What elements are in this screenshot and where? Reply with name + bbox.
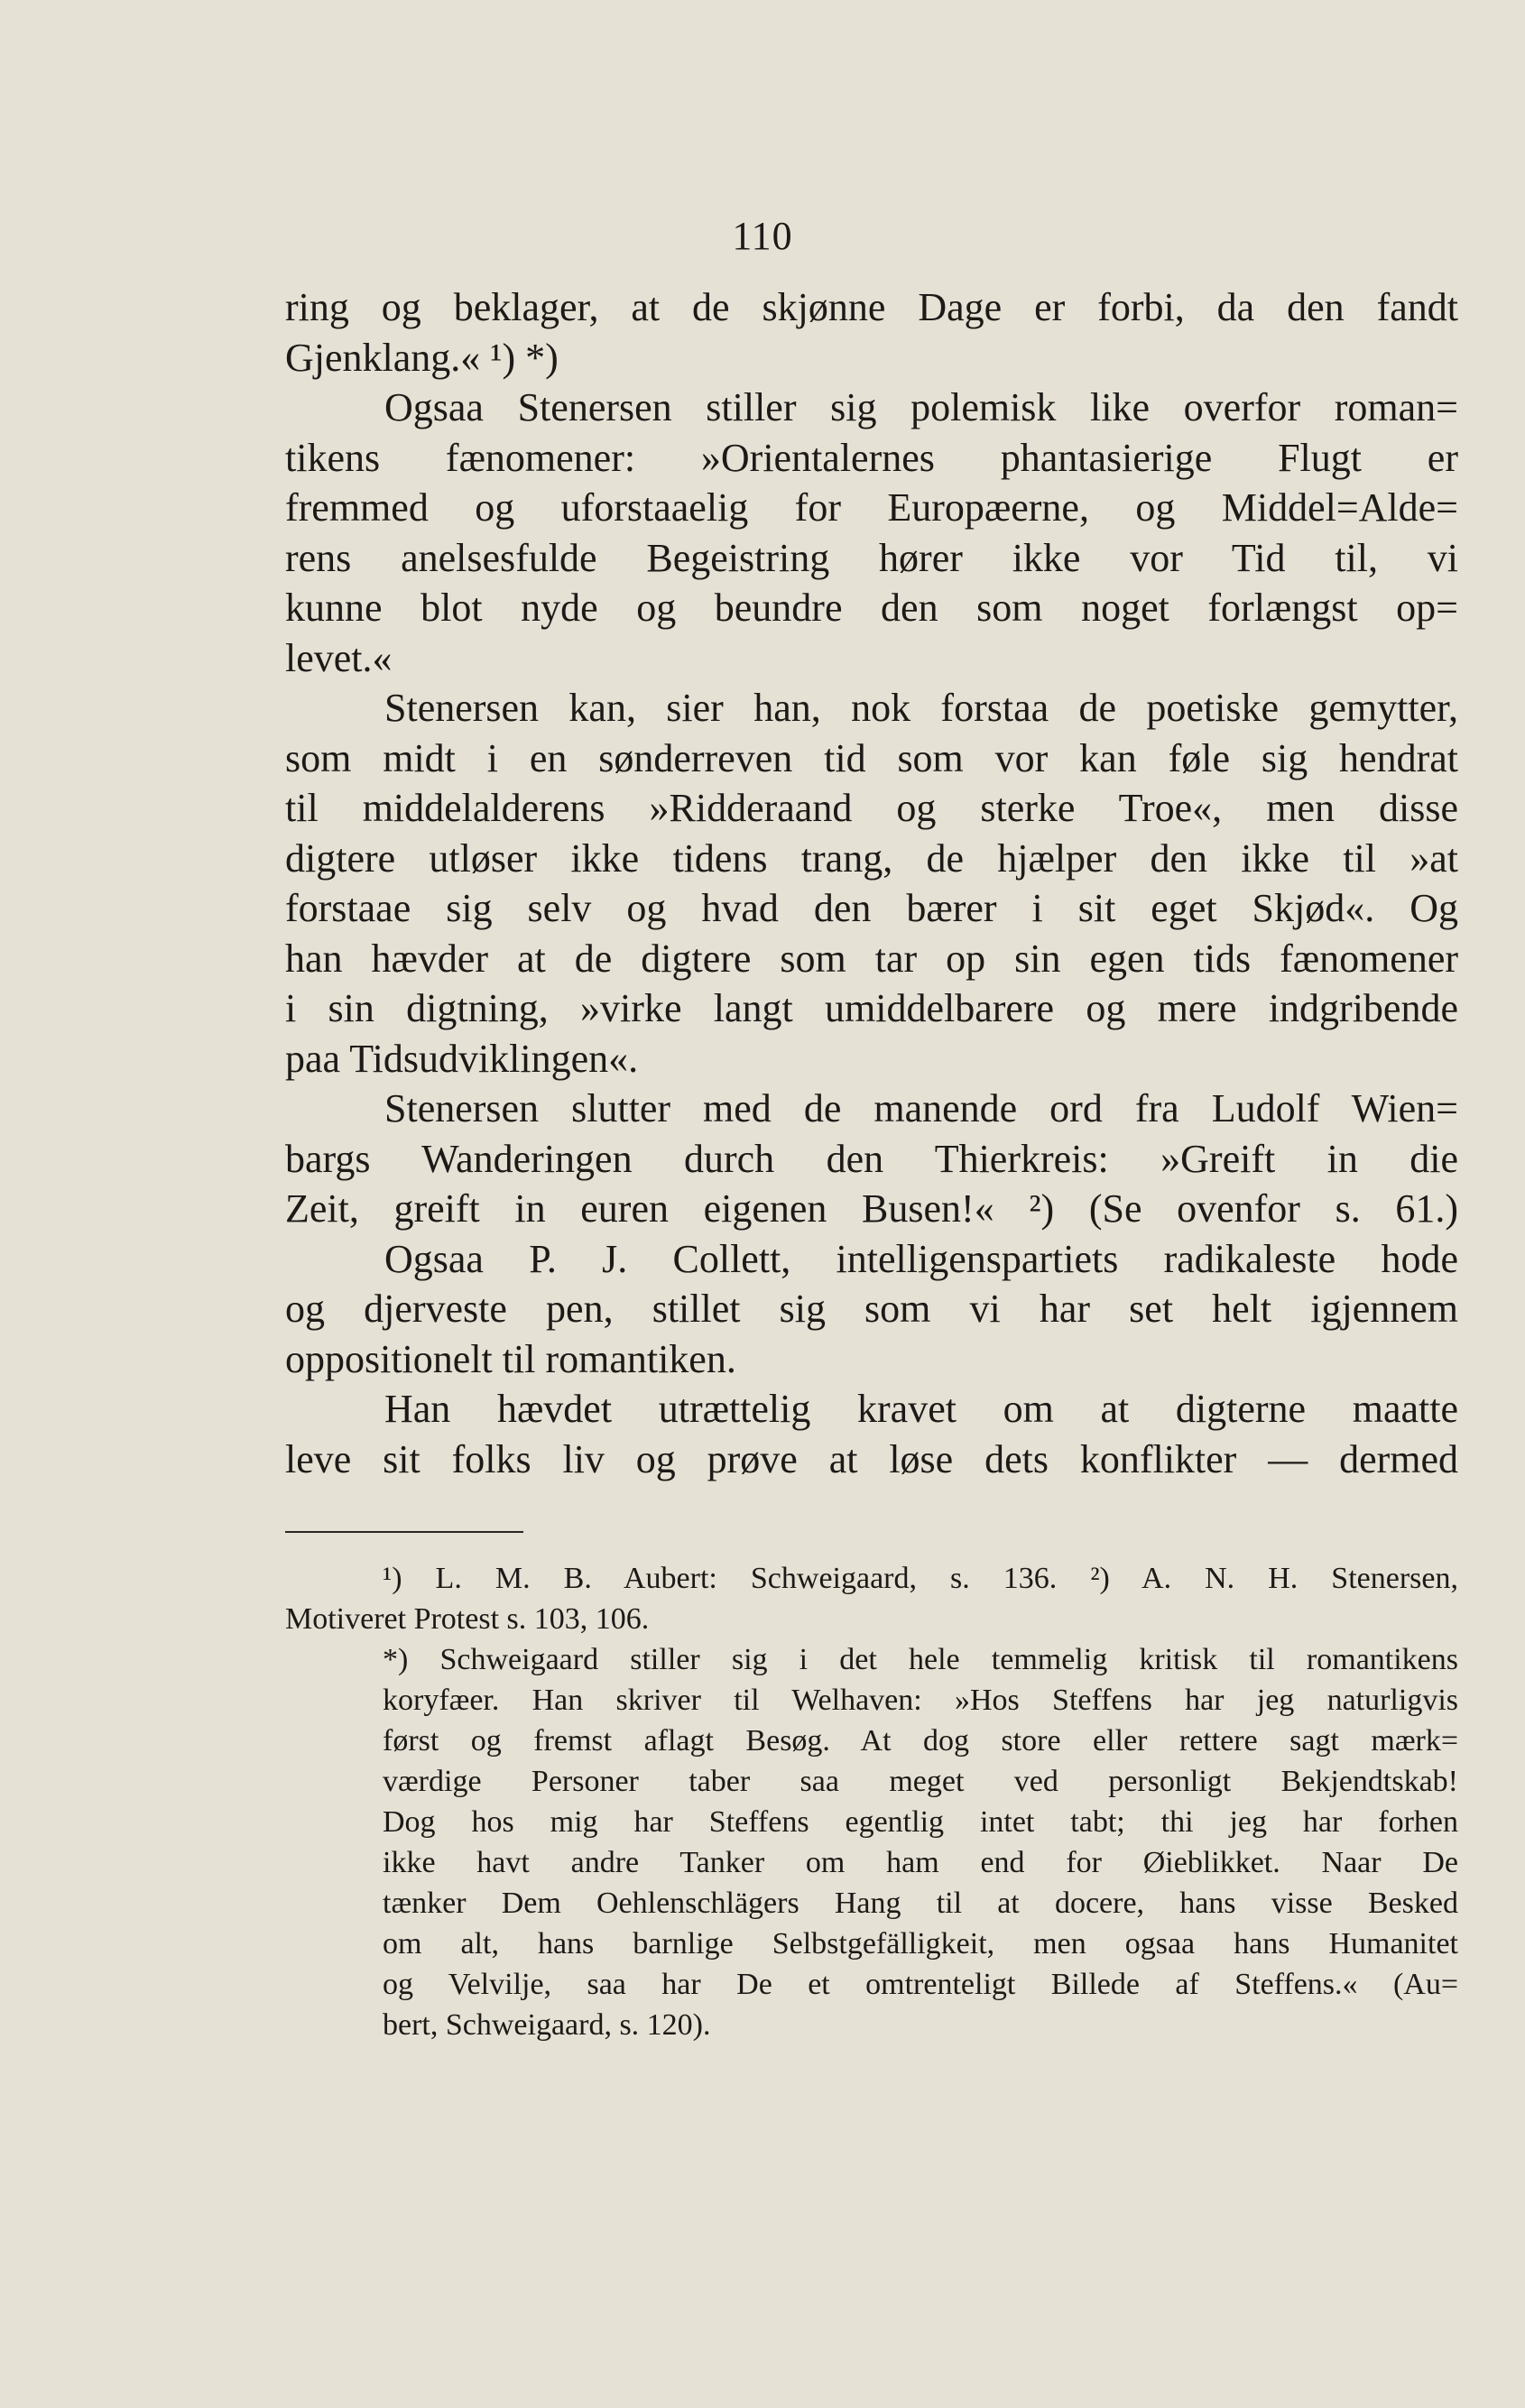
body-line: Gjenklang.« ¹) *) [285, 335, 559, 380]
footnote-line: ¹) L. M. B. Aubert: Schweigaard, s. 136. ²) A. N. H. Stenersen, [383, 1562, 1458, 1595]
body-line: Stenersen kan, sier han, nok forstaa de poetiske gemytter, [384, 686, 1458, 730]
footnote-line: koryfæer. Han skriver til Welhaven: »Hos Steffens har jeg naturligvis [383, 1684, 1458, 1717]
body-line: paa Tidsudviklingen«. [285, 1036, 639, 1081]
footnote-line: Motiveret Protest s. 103, 106. [285, 1602, 650, 1636]
footnote-line: først og fremst aflagt Besøg. At dog store eller rettere sagt mærk= [383, 1724, 1458, 1758]
body-line: og djerveste pen, stillet sig som vi har set helt igjennem [285, 1287, 1458, 1331]
body-line: Han hævdet utrættelig kravet om at digterne maatte [384, 1387, 1458, 1431]
footnote-line: ikke havt andre Tanker om ham end for Øieblikket. Naar De [383, 1846, 1458, 1879]
body-line: som midt i en sønderreven tid som vor kan føle sig hendrat [285, 735, 1458, 780]
body-line: oppositionelt til romantiken. [285, 1336, 736, 1381]
body-line: Ogsaa P. J. Collett, intelligenspartiets radikaleste hode [384, 1236, 1458, 1281]
footnote-line: og Velvilje, saa har De et omtrenteligt Billede af Steffens.« (Au= [383, 1968, 1458, 2001]
body-line: rens anelsesfulde Begeistring hører ikke vor Tid til, vi [285, 535, 1458, 580]
footnote-line: tænker Dem Oehlenschlägers Hang til at docere, hans visse Besked [383, 1887, 1458, 1920]
body-line: Ogsaa Stenersen stiller sig polemisk like overfor roman= [384, 385, 1458, 429]
footnote-line: *) Schweigaard stiller sig i det hele temmelig kritisk til romantikens [383, 1643, 1458, 1676]
body-line: Stenersen slutter med de manende ord fra Ludolf Wien= [384, 1086, 1458, 1130]
body-line: tikens fænomener: »Orientalernes phantasierige Flugt er [285, 435, 1458, 480]
page-number: 110 [732, 214, 793, 258]
footnotes [285, 1558, 1458, 2045]
footnote-line: bert, Schweigaard, s. 120). [383, 2008, 711, 2042]
footnote-line: værdige Personer taber saa meget ved personligt Bekjendtskab! [383, 1765, 1458, 1798]
body-line: til middelalderens »Ridderaand og sterke Troe«, men disse [285, 786, 1458, 830]
body-line: ring og beklager, at de skjønne Dage er forbi, da den fandt [285, 285, 1458, 329]
footnote-divider [285, 1531, 523, 1533]
body-line: levet.« [285, 635, 393, 680]
body-line: leve sit folks liv og prøve at løse dets konflikter — dermed [285, 1436, 1458, 1481]
body-line: forstaae sig selv og hvad den bærer i sit eget Skjød«. Og [285, 886, 1458, 930]
footnote-line: Dog hos mig har Steffens egentlig intet tabt; thi jeg har forhen [383, 1805, 1458, 1839]
body-line: fremmed og uforstaaelig for Europæerne, og Middel=Alde= [285, 485, 1458, 530]
body-line: han hævder at de digtere som tar op sin egen tids fænomener [285, 936, 1458, 981]
body-line: kunne blot nyde og beundre den som noget forlængst op= [285, 586, 1458, 630]
footnote-line: om alt, hans barnlige Selbstgefälligkeit, men ogsaa hans Humanitet [383, 1927, 1458, 1961]
body-text [285, 282, 1458, 1484]
body-line: Zeit, greift in euren eigenen Busen!« ²) (Se ovenfor s. 61.) [285, 1186, 1458, 1231]
body-line: digtere utløser ikke tidens trang, de hjælper den ikke til »at [285, 835, 1458, 881]
body-line: i sin digtning, »virke langt umiddelbarere og mere indgribende [285, 986, 1458, 1030]
body-line: bargs Wanderingen durch den Thierkreis: »Greift in die [285, 1136, 1458, 1181]
